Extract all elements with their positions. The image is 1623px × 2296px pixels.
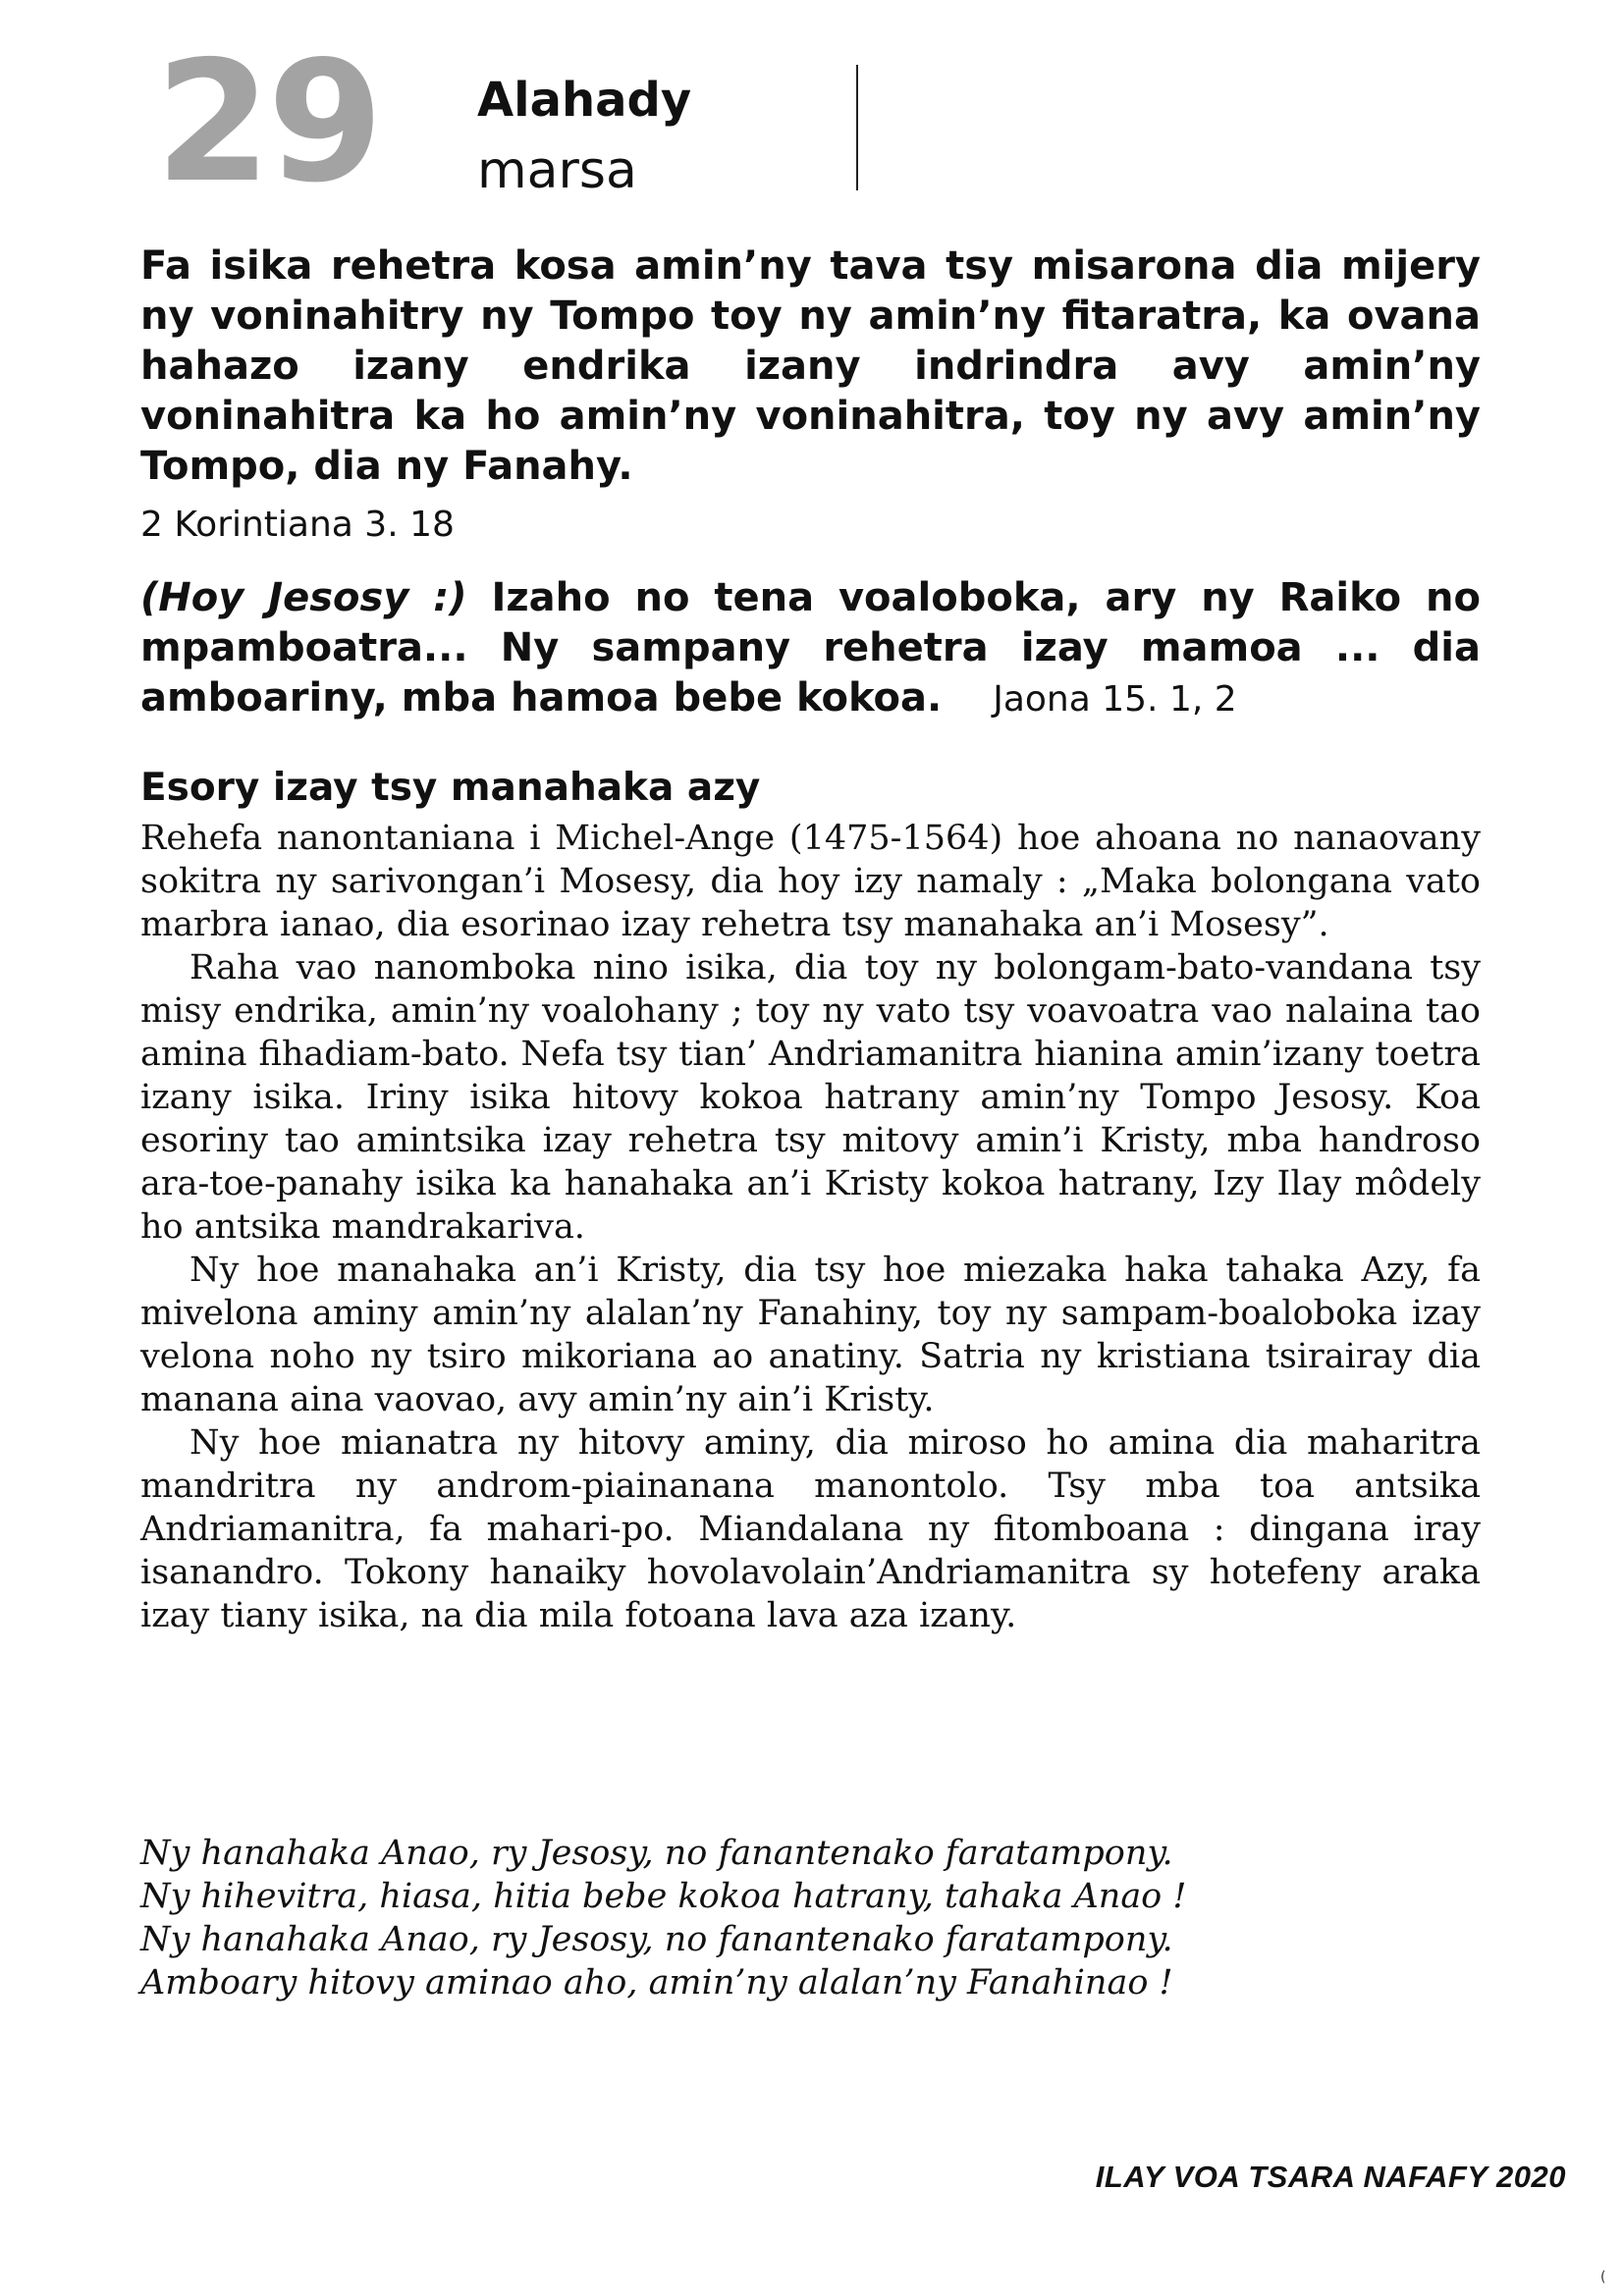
verse-2-reference: Jaona 15. 1, 2	[993, 679, 1237, 720]
article-paragraph: Ny hoe manahaka an’i Kristy, dia tsy hoe miezaka haka tahaka Azy, fa mivelona aminy amin’ny alalan’ny Fanahiny, toy ny sampam-boaloboka izay velona noho ny tsiro mikoriana ao anatiny. Satria ny kristiana tsirairay dia manana aina vaovao, avy amin’ny ain’i Kristy.	[140, 1251, 1481, 1419]
day-number: 29	[155, 26, 380, 220]
verse-2-speaker: (Hoy Jesosy :)	[140, 575, 467, 620]
footer-title: ILAY VOA TSARA NAFAFY 2020	[1095, 2160, 1566, 2194]
article-paragraph: Ny hoe mianatra ny hitovy aminy, dia miroso ho amina dia maharitra mandritra ny androm-piainanana manontolo. Tsy mba toa antsika Andriamanitra, fa mahari-po. Miandalana ny fitomboana : dingana iray isanandro. Tokony hanaiky hovolavolain’Andriamanitra sy hotefeny araka izay tiany isika, na dia mila fotoana lava aza izany.	[140, 1423, 1481, 1635]
article-body	[140, 817, 1481, 1637]
weekday-label: Alahady	[477, 73, 692, 128]
prayer-line: Ny hanahaka Anao, ry Jesosy, no fanantenako faratampony.	[140, 1920, 1173, 1959]
verse-1-text: Fa isika rehetra kosa amin’ny tava tsy misarona dia mijery ny voninahitry ny Tompo toy ny amin’ny fitaratra, ka ovana hahazo izany endrika izany indrindra avy amin’ny voninahitra ka ho amin’ny voninahitra, toy ny avy amin’ny Tompo, dia ny Fanahy.	[140, 243, 1481, 489]
verse-2	[140, 573, 1481, 724]
prayer-line: Amboary hitovy aminao aho, amin’ny alalan’ny Fanahinao !	[140, 1963, 1173, 2002]
month-label: marsa	[477, 141, 637, 200]
corner-mark: (	[1600, 2269, 1606, 2285]
article-paragraph: Rehefa nanontaniana i Michel-Ange (1475-1564) hoe ahoana no nanaovany sokitra ny sarivongan’i Mosesy, dia hoy izy namaly : „Maka bolongana vato marbra ianao, dia esorinao izay rehetra tsy manahaka an’i Mosesy”.	[140, 819, 1481, 944]
prayer-line: Ny hihevitra, hiasa, hitia bebe kokoa hatrany, tahaka Anao !	[140, 1877, 1187, 1916]
article-paragraph: Raha vao nanomboka nino isika, dia toy ny bolongam-bato-vandana tsy misy endrika, amin’ny voalohany ; toy ny vato tsy voavoatra vao nalaina tao amina fihadiam-bato. Nefa tsy tian’ Andriamanitra hianina amin’izany toetra izany isika. Iriny isika hitovy kokoa hatrany amin’ny Tompo Jesosy. Koa esoriny tao amintsika izay rehetra tsy mitovy amin’i Kristy, mba handroso ara-toe-panahy isika ka hanahaka an’i Kristy kokoa hatrany, Izy Ilay môdely ho antsika mandrakariva.	[140, 948, 1481, 1247]
article-title: Esory izay tsy manahaka azy	[140, 766, 761, 810]
closing-prayer	[140, 1832, 1515, 2004]
verse-1-reference: 2 Korintiana 3. 18	[140, 505, 455, 545]
prayer-line: Ny hanahaka Anao, ry Jesosy, no fanantenako faratampony.	[140, 1834, 1173, 1873]
header-divider	[856, 65, 858, 190]
verse-2-text: Izaho no tena voaloboka, ary ny Raiko no mpamboatra... Ny sampany rehetra izay mamoa ... dia amboariny, mba hamoa bebe kokoa.	[140, 575, 1481, 721]
